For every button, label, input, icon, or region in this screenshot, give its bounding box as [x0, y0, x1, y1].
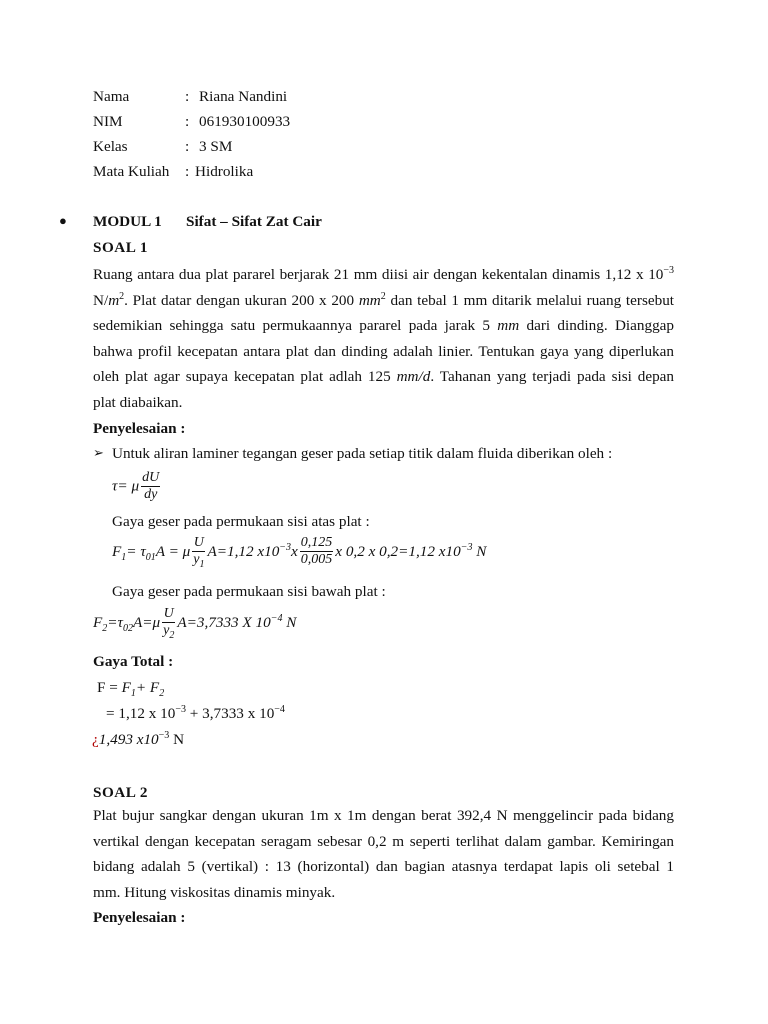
text-line: plat diabaikan.	[93, 393, 183, 411]
label-mata-kuliah: Mata Kuliah	[93, 163, 170, 180]
solution1-intro: Untuk aliran laminer tegangan geser pada setiap titik dalam fluida diberikan oleh :	[112, 445, 613, 462]
colon: :	[185, 163, 190, 180]
lower-shear-label: Gaya geser pada permukaan sisi bawah plat :	[112, 583, 386, 600]
value-kelas: 3 SM	[199, 138, 233, 155]
text-line: bidang adalah 5 (vertikal) : 13 (horizontal) dan bagian atasnya terdapat lapis oli setebal 1	[93, 858, 674, 876]
soal2-text	[93, 803, 674, 905]
total-heading: Gaya Total :	[93, 653, 174, 670]
text-line: Ruang antara dua plat pararel berjarak 21 mm diisi air dengan kekentalan dinamis 1,12 x $10^{-3}$	[93, 265, 675, 283]
value-nama: Riana Nandini	[199, 88, 288, 105]
text-line: oleh plat agar supaya kecepatan plat adlah 125 mm/d. Tahanan yang terjadi pada sisi depan	[93, 368, 674, 386]
text-line: mm. Hitung viskositas dinamis minyak.	[93, 883, 336, 901]
soal1-text	[93, 262, 674, 416]
soal2-heading: SOAL 2	[93, 784, 148, 801]
text-line: vertikal dengan kecepatan seragam sebesar 0,2 m seperti terlihat dalam gambar. Kemiringan	[93, 832, 674, 850]
colon: :	[185, 88, 190, 105]
arrow-bullet-icon: ➢	[93, 445, 104, 460]
label-kelas: Kelas	[93, 138, 128, 155]
f1-equation: $F_1= \tau_{01}A = \mu$ $\frac{U}{y_1}$ A=1,12 $x10^{-3}x$ $\frac{0,125}{0,005}$ x 0,2 x 0,2=1,12 $x10^{-3}$ N	[112, 535, 487, 570]
solution1-heading: Penyelesaian :	[93, 420, 186, 437]
total-line-3: ¿1,493 $x10^{-3}$ N	[92, 730, 185, 748]
f2-equation: $F_2=\tau_{02}A=\mu$ $\frac{U}{y_2}$ A=3,7333 X $10^{-4}$ N	[93, 606, 297, 641]
math-inline: $10^{-3}$	[648, 265, 675, 283]
colon: :	[185, 113, 190, 130]
solution2-heading: Penyelesaian :	[93, 909, 186, 926]
label-nim: NIM	[93, 113, 123, 130]
value-nim: 061930100933	[199, 113, 291, 130]
total-line-1: $F = F_1+ F_2$	[97, 679, 165, 699]
soal1-heading: SOAL 1	[93, 239, 148, 256]
text-line: sedemikian sehingga satu permukaannya pararel pada jarak 5 mm dari dinding. Dianggap	[93, 317, 674, 335]
text-line: bahwa profil kecepatan antara plat dan dinding adalah linier. Tentukan gaya yang diperlukan	[93, 342, 674, 360]
total-line-2: = 1,12 x $10^{-3} + 3,7333$ x $10^{-4}$	[106, 704, 285, 722]
text-line: $N/m^2$. Plat datar dengan ukuran 200 x 200 $mm^2$ dan tebal 1 mm ditarik melalui ruang tersebut	[93, 290, 675, 309]
label-nama: Nama	[93, 88, 130, 105]
tau-equation: τ= μ $\frac{dU}{dy}$	[112, 470, 160, 502]
value-mata-kuliah: Hidrolika	[195, 163, 254, 180]
modul-number: MODUL 1	[93, 213, 162, 230]
upper-shear-label: Gaya geser pada permukaan sisi atas plat :	[112, 513, 370, 530]
modul-title: Sifat – Sifat Zat Cair	[186, 213, 322, 230]
colon: :	[185, 138, 190, 155]
text-line: Plat bujur sangkar dengan ukuran 1m x 1m dengan berat 392,4 N menggelincir pada bidang	[93, 807, 674, 824]
bullet-icon: ●	[59, 213, 67, 228]
